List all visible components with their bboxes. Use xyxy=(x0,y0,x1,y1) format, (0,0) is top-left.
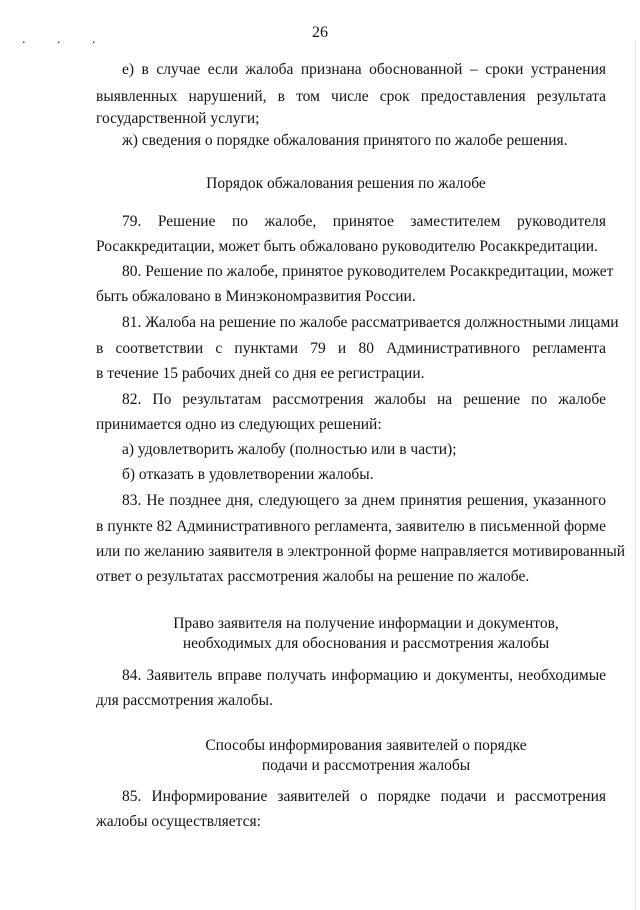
section-heading-line1: Право заявителя на получение информации и документов, xyxy=(173,615,559,632)
text-line: государственной услуги; xyxy=(96,110,260,127)
text-line: 80. Решение по жалобе, принятое руководителем Росаккредитации, может xyxy=(122,263,614,280)
text-line: б) отказать в удовлетворении жалобы. xyxy=(122,466,374,483)
text-line: 79. Решение по жалобе, принятое заместителем руководителя xyxy=(122,213,606,230)
text-line: выявленных нарушений, в том числе срок предоставления результата xyxy=(96,88,606,105)
text-line: быть обжаловано в Минэкономразвития России. xyxy=(96,288,416,305)
text-line: для рассмотрения жалобы. xyxy=(96,692,273,709)
text-line: в пункте 82 Административного регламента, заявителю в письменной форме xyxy=(96,518,606,535)
text-line: жалобы осуществляется: xyxy=(96,813,261,830)
section-heading-line2: необходимых для обоснования и рассмотрения жалобы xyxy=(182,635,550,652)
text-line: 81. Жалоба на решение по жалобе рассматривается должностными лицами xyxy=(122,314,619,331)
text-line: 85. Информирование заявителей о порядке подачи и рассмотрения xyxy=(122,788,606,805)
text-line: а) удовлетворить жалобу (полностью или в части); xyxy=(122,441,457,458)
section-heading: Порядок обжалования решения по жалобе xyxy=(206,175,486,192)
text-line: принимается одно из следующих решений: xyxy=(96,416,382,433)
text-line: или по желанию заявителя в электронной форме направляется мотивированный xyxy=(96,543,626,560)
margin-marks: . . . xyxy=(22,32,110,47)
section-heading-line2: подачи и рассмотрения жалобы xyxy=(261,757,471,774)
text-line: в течение 15 рабочих дней со дня ее регистрации. xyxy=(96,365,425,382)
text-line: 83. Не позднее дня, следующего за днем принятия решения, указанного xyxy=(122,492,606,509)
text-line: в соответствии с пунктами 79 и 80 Административного регламента xyxy=(96,340,606,357)
text-line: 84. Заявитель вправе получать информацию и документы, необходимые xyxy=(122,667,606,684)
page-edge-shadow xyxy=(635,40,636,910)
text-line: е) в случае если жалоба признана обоснованной – сроки устранения xyxy=(122,61,606,78)
text-line: ответ о результатах рассмотрения жалобы на решение по жалобе. xyxy=(96,568,530,585)
page-number: 26 xyxy=(312,24,328,41)
text-line: Росаккредитации, может быть обжаловано руководителю Росаккредитации. xyxy=(96,238,598,255)
text-line: ж) сведения о порядке обжалования принятого по жалобе решения. xyxy=(122,132,568,149)
section-heading-line1: Способы информирования заявителей о порядке xyxy=(205,737,527,754)
text-line: 82. По результатам рассмотрения жалобы на решение по жалобе xyxy=(122,391,606,408)
